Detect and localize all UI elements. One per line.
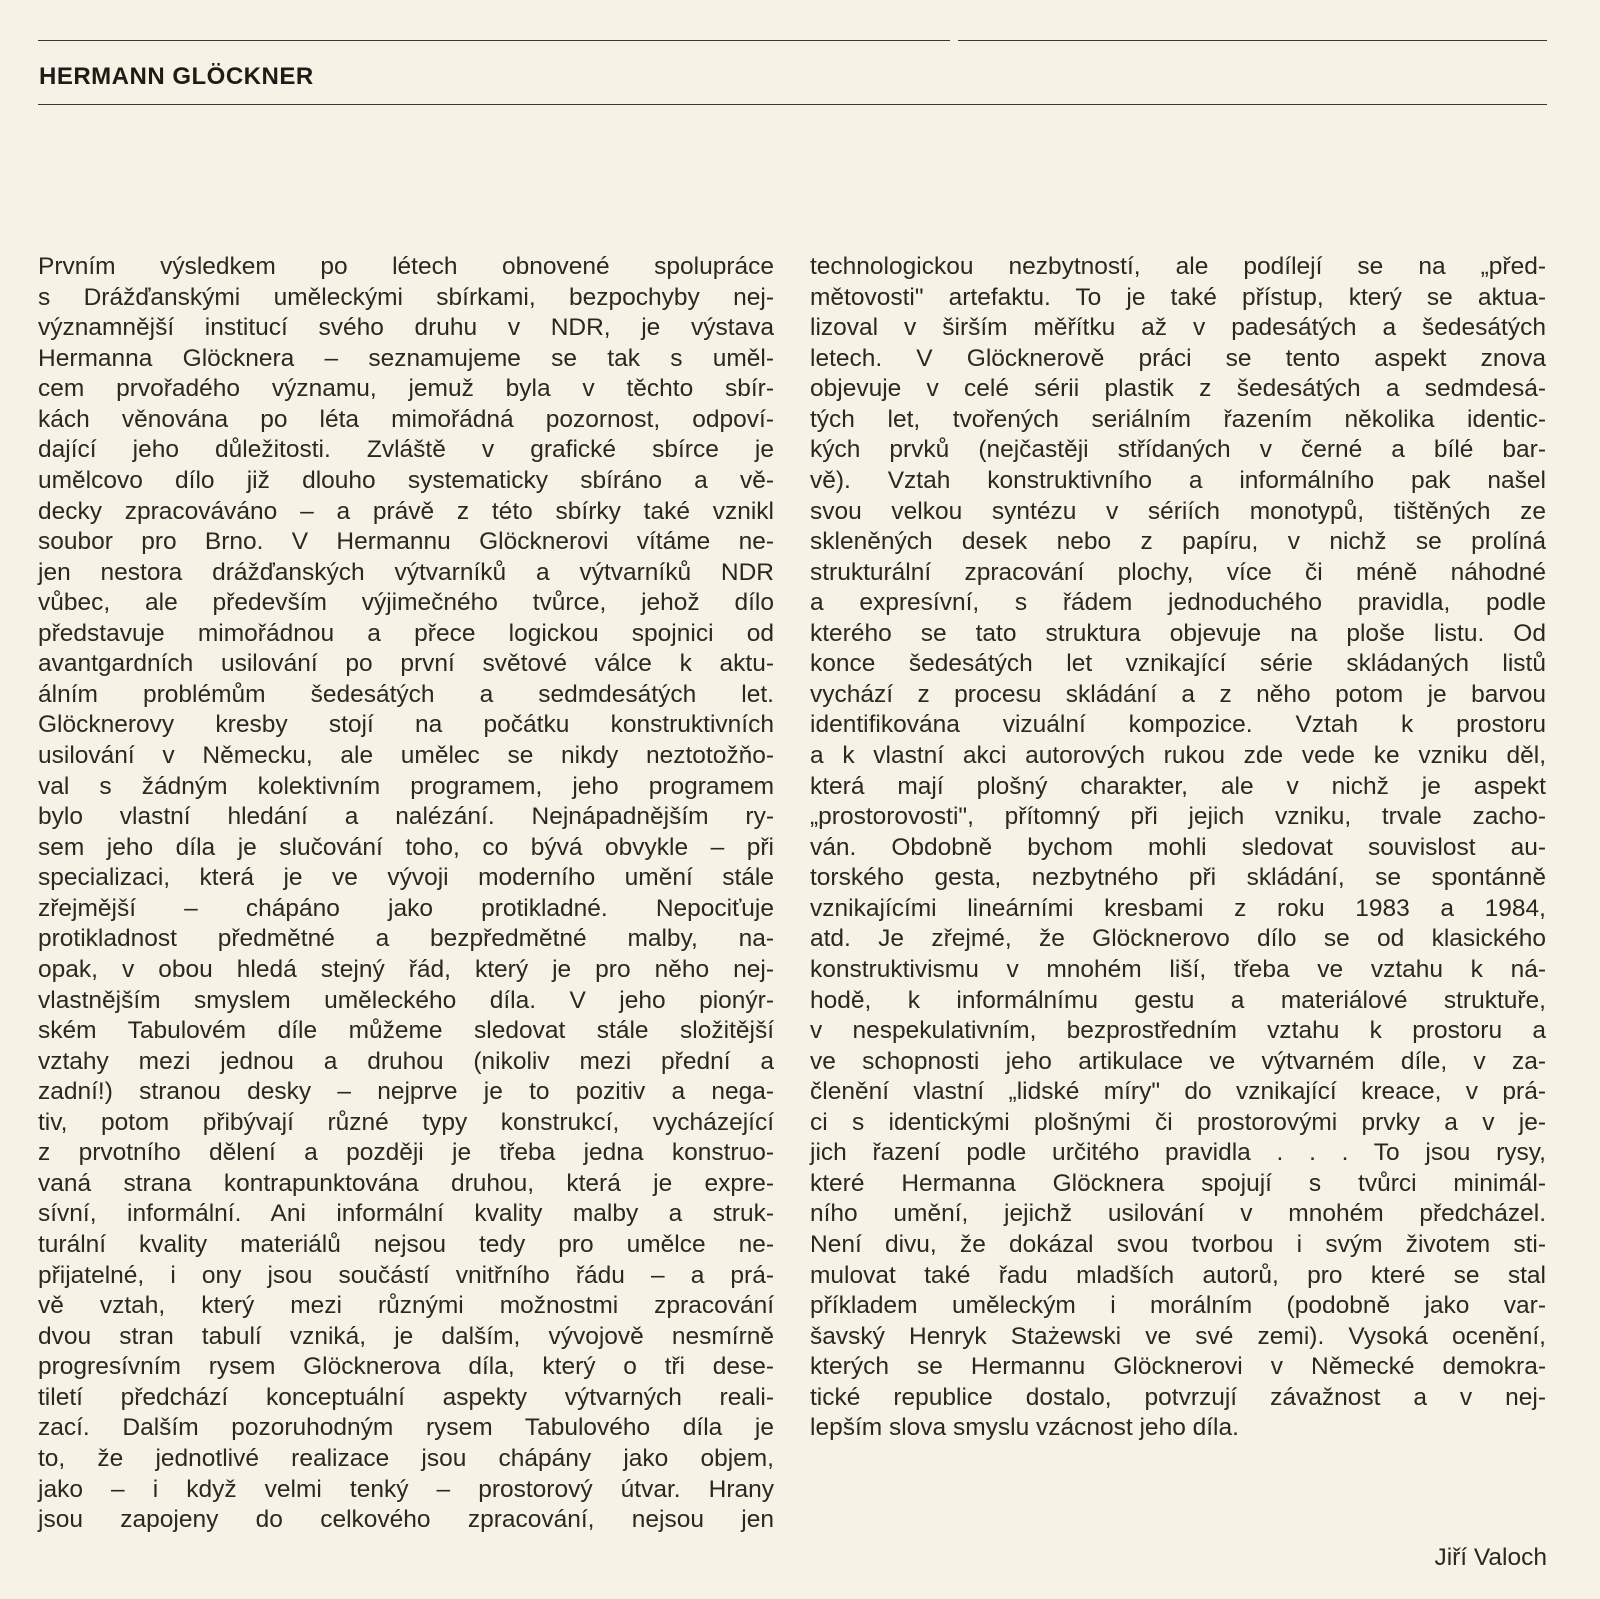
text-line: sem jeho díla je slučování toho, co bývá obvykle – při — [38, 833, 774, 861]
text-line: bylo vlastní hledání a nalézání. Nejnápadnějším ry- — [38, 803, 774, 831]
text-line: konce šedesátých let vznikající série skládaných listů — [810, 650, 1546, 678]
text-line: cem prvořadého významu, jemuž byla v těchto sbír- — [38, 375, 774, 403]
text-line: mulovat také řadu mladších autorů, pro které se stal — [810, 1261, 1546, 1289]
text-line: z prvotního dělení a později je třeba jedna konstruo- — [38, 1139, 774, 1167]
text-line: tiv, potom přibývají různé typy konstrukcí, vycházející — [38, 1108, 774, 1136]
text-line: Glöcknerovy kresby stojí na počátku konstruktivních — [38, 711, 774, 739]
article-title: HERMANN GLÖCKNER — [39, 63, 314, 90]
top-rule-right — [958, 40, 1547, 41]
text-line: která mají plošný charakter, ale v nichž je aspekt — [810, 772, 1546, 800]
text-line: tické republice dostalo, potvrzují závažnost a v nej- — [810, 1383, 1546, 1411]
text-line: usilování v Německu, ale umělec se nikdy neztotožňo- — [38, 742, 774, 769]
text-line: Není divu, že dokázal svou tvorbou i svým životem sti- — [810, 1231, 1546, 1258]
title-rule-left — [38, 104, 628, 105]
text-line: kterého se tato struktura objevuje na ploše listu. Od — [810, 619, 1546, 647]
text-line: kterých se Hermannu Glöcknerovi v Německé demokra- — [810, 1353, 1546, 1381]
text-line: kých prvků (nejčastěji střídaných v černé a bílé bar- — [810, 436, 1546, 464]
text-line: ván. Obdobně bychom mohli sledovat souvislost au- — [810, 833, 1546, 861]
text-line: jako – i když velmi tenký – prostorový útvar. Hrany — [38, 1475, 774, 1503]
text-line: s Drážďanskými uměleckými sbírkami, bezpochyby nej- — [38, 283, 774, 311]
text-line: ském Tabulovém díle můžeme sledovat stále složitější — [38, 1017, 774, 1045]
text-line: specializaci, která je ve vývoji moderního umění stále — [38, 864, 774, 892]
text-line: Prvním výsledkem po létech obnovené spolupráce — [38, 253, 774, 280]
text-line: to, že jednotlivé realizace jsou chápány jako objem, — [38, 1444, 774, 1472]
text-line: významnější institucí svého druhu v NDR, je výstava — [38, 314, 774, 342]
text-line: skleněných desek nebo z papíru, v nichž se prolíná — [810, 528, 1546, 556]
text-line: v nespekulativním, bezprostředním vztahu k prostoru a — [810, 1017, 1546, 1045]
text-line: vě vztah, který mezi různými možnostmi zpracování — [38, 1292, 774, 1320]
text-line: avantgardních usilování po první světové válce k aktu- — [38, 650, 774, 678]
text-line: členění vlastní „lidské míry" do vznikající kreace, v prá- — [810, 1078, 1546, 1106]
text-line: lepším slova smyslu vzácnost jeho díla. — [810, 1414, 1239, 1442]
text-line: progresívním rysem Glöcknerova díla, který o tři dese- — [38, 1353, 774, 1381]
text-line: vlastnějším smyslem uměleckého díla. V jeho pionýr- — [38, 986, 774, 1014]
text-line: strukturální zpracování plochy, více či méně náhodné — [810, 558, 1546, 586]
text-line: protikladnost předmětné a bezpředmětné malby, na- — [38, 925, 774, 953]
text-line: vztahy mezi jednou a druhou (nikoliv mezi přední a — [38, 1047, 774, 1075]
text-line: technologickou nezbytností, ale podílejí se na „před- — [810, 253, 1546, 280]
text-line: šavský Henryk Stażewski ve své zemi). Vysoká ocenění, — [810, 1322, 1546, 1350]
text-line: Hermanna Glöcknera – seznamujeme se tak s uměl- — [38, 344, 774, 372]
text-line: opak, v obou hledá stejný řád, který je pro něho nej- — [38, 955, 774, 983]
text-line: kách věnována po léta mimořádná pozornost, odpoví- — [38, 405, 774, 433]
text-column-left — [38, 252, 774, 1536]
text-line: zací. Dalším pozoruhodným rysem Tabulového díla je — [38, 1414, 774, 1442]
text-line: atd. Je zřejmé, že Glöcknerovo dílo se od klasického — [810, 925, 1546, 953]
text-line: umělcovo dílo již dlouho systematicky sbíráno a vě- — [38, 466, 774, 494]
text-line: identifikována vizuální kompozice. Vztah k prostoru — [810, 711, 1546, 739]
text-line: tiletí předchází konceptuální aspekty výtvarných reali- — [38, 1383, 774, 1411]
text-line: dající jeho důležitosti. Zvláště v grafické sbírce je — [38, 436, 774, 464]
text-line: lizoval v širším měřítku až v padesátých a šedesátých — [810, 314, 1546, 342]
text-line: mětovosti" artefaktu. To je také přístup, který se aktua- — [810, 283, 1546, 311]
text-line: které Hermanna Glöcknera spojují s tvůrci minimál- — [810, 1169, 1546, 1197]
text-line: příkladem uměleckým i morálním (podobně jako var- — [810, 1292, 1546, 1320]
text-line: „prostorovosti", přítomný při jejich vzniku, trvale zacho- — [810, 803, 1546, 831]
text-line: zadní!) stranou desky – nejprve je to pozitiv a nega- — [38, 1078, 774, 1106]
author-signature: Jiří Valoch — [1434, 1544, 1547, 1571]
text-line: jen nestora drážďanských výtvarníků a výtvarníků NDR — [38, 558, 774, 586]
text-line: vaná strana kontrapunktována druhou, která je expre- — [38, 1169, 774, 1197]
text-line: ve schopnosti jeho artikulace ve výtvarném díle, v za- — [810, 1047, 1546, 1075]
text-line: představuje mimořádnou a přece logickou spojnici od — [38, 619, 774, 647]
text-line: a k vlastní akci autorových rukou zde vede ke vzniku děl, — [810, 742, 1546, 769]
text-line: jich řazení podle určitého pravidla . . . To jsou rysy, — [810, 1139, 1546, 1167]
text-line: decky zpracováváno – a právě z této sbírky také vznikl — [38, 497, 774, 525]
text-line: sívní, informální. Ani informální kvality malby a struk- — [38, 1200, 774, 1228]
text-line: turální kvality materiálů nejsou tedy pro umělce ne- — [38, 1231, 774, 1258]
text-line: jsou zapojeny do celkového zpracování, nejsou jen — [38, 1506, 774, 1534]
text-line: vě). Vztah konstruktivního a informálního pak našel — [810, 466, 1546, 494]
text-line: vychází z procesu skládání a z něho potom je barvou — [810, 680, 1546, 708]
text-line: soubor pro Brno. V Hermannu Glöcknerovi vítáme ne- — [38, 528, 774, 556]
text-line: přijatelné, i ony jsou součástí vnitřního řádu – a prá- — [38, 1261, 774, 1289]
text-line: dvou stran tabulí vzniká, je dalším, vývojově nesmírně — [38, 1322, 774, 1350]
text-column-right — [810, 252, 1546, 1444]
text-line: objevuje v celé sérii plastik z šedesátých a sedmdesá- — [810, 375, 1546, 403]
text-line: torského gesta, nezbytného při skládání, se spontánně — [810, 864, 1546, 892]
text-line: konstruktivismu v mnohém liší, třeba ve vztahu k ná- — [810, 955, 1546, 983]
title-rule-right — [628, 104, 1547, 105]
text-line: zřejmější – chápáno jako protikladné. Nepociťuje — [38, 894, 774, 922]
text-line: svou velkou syntézu v sériích monotypů, tištěných ze — [810, 497, 1546, 525]
top-rule-left — [38, 40, 950, 41]
text-line: álním problémům šedesátých a sedmdesátých let. — [38, 680, 774, 708]
text-line: ci s identickými plošnými či prostorovými prvky a v je- — [810, 1108, 1546, 1136]
text-line: val s žádným kolektivním programem, jeho programem — [38, 772, 774, 800]
text-line: a expresívní, s řádem jednoduchého pravidla, podle — [810, 589, 1546, 617]
text-line: ního umění, jejichž usilování v mnohém předcházel. — [810, 1200, 1546, 1228]
text-line: tých let, tvořených seriálním řazením několika identic- — [810, 405, 1546, 433]
text-line: vznikajícími lineárními kresbami z roku 1983 a 1984, — [810, 894, 1546, 922]
text-line: hodě, k informálnímu gestu a materiálové struktuře, — [810, 986, 1546, 1014]
text-line: vůbec, ale především výjimečného tvůrce, jehož dílo — [38, 589, 774, 617]
text-line: letech. V Glöcknerově práci se tento aspekt znova — [810, 344, 1546, 372]
